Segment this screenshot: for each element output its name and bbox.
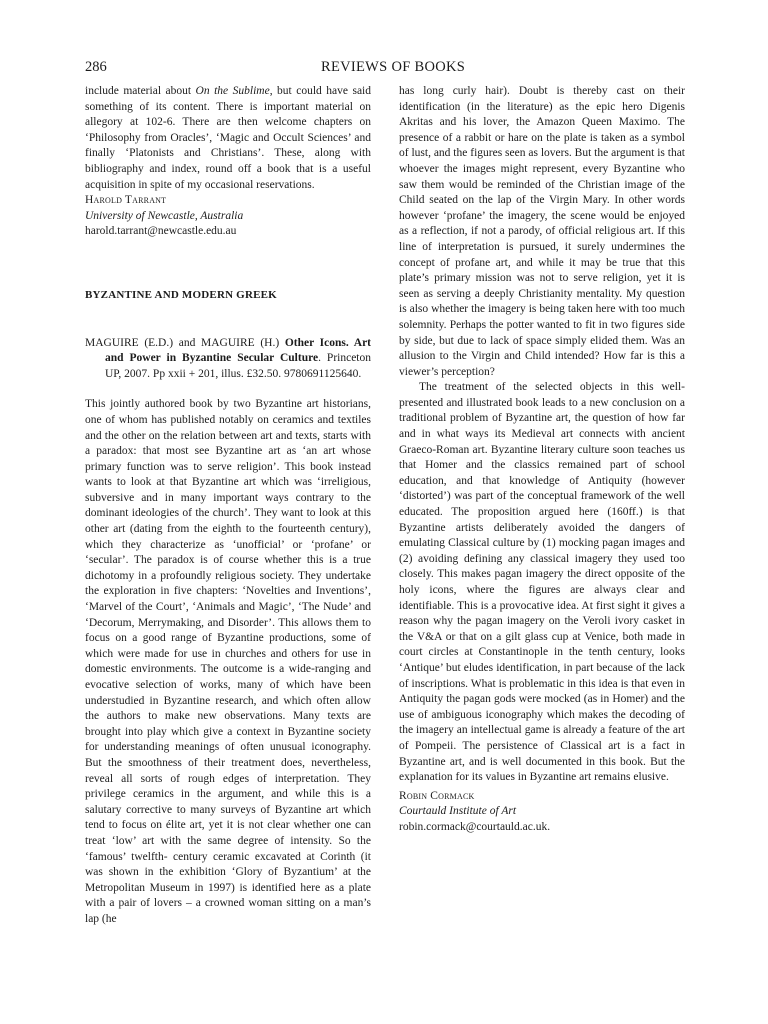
page-number: 286 xyxy=(85,59,107,75)
right-column xyxy=(399,84,685,836)
citation-authors: MAGUIRE (E.D.) and MAGUIRE (H.) xyxy=(85,336,285,349)
reviewer-name-text: Robin Cormack xyxy=(399,789,475,802)
section-heading: BYZANTINE AND MODERN GREEK xyxy=(85,288,277,301)
reviewer-name xyxy=(399,789,685,805)
continuation-paragraph xyxy=(85,84,371,193)
book-citation xyxy=(85,336,371,383)
book-title-reference: On the Sublime xyxy=(195,85,270,97)
reviewer-name xyxy=(85,193,371,209)
reviewer-email[interactable]: robin.cormack@courtauld.ac.uk. xyxy=(399,820,551,833)
left-column xyxy=(85,84,371,928)
citation-details: . Princeton UP, 2007. Pp xxii + 201, illus. £32.50. 9780691125640. xyxy=(105,352,372,380)
spacer xyxy=(85,240,371,288)
reviewer-affiliation: Courtauld Institute of Art xyxy=(399,805,517,818)
reviewer-name-text: Harold Tarrant xyxy=(85,194,167,207)
reviewer-email[interactable]: harold.tarrant@newcastle.edu.au xyxy=(85,225,237,238)
review-paragraph-2: The treatment of the selected objects in this well-presented and illustrated book leads to a new conclusion on a traditional problem of Byzantine art, the question of how far and in what ways its Medieval art connects with ancient Graeco-Roman art. Byzantine literary culture soon teaches us that Homer and the classics remained part of school education, and that knowledge of Antiquity (however ‘distorted’) was part of the conceptual framework of the well educated. The proposition argued here (160ff.) is that Byzantine artists deliberately avoided the dangers of emulating Classical culture by (1) mocking pagan images and (2) avoiding defining any classical imagery they used too closely. This makes pagan imagery the direct opposite of the holy icons, where the figures are always clear and identifiable. This is a provocative idea. At first sight it gives a reason why the pagan imagery on the Veroli ivory casket in the V&A or that on a gilt glass cup at Venice, both made in court circles at Constantinople in the tenth century, looks ‘Antique’ but eludes identification, in part because of the lack of inscriptions. What is problematic in this idea is that even in Antiquity the pagan gods were mocked (as in Homer) and the use of ambiguous iconography which makes the decoding of the imagery an intellectual game is already a feature of the art of Pompeii. The persistence of Classical art is a fact in Byzantine art, and is well documented in this book. But the explanation for its values in Byzantine art remains elusive. xyxy=(399,381,685,784)
page-header xyxy=(85,59,685,77)
review-paragraph-1: has long curly hair). Doubt is thereby cast on their identification (in the literature) as the epic hero Digenis Akritas and his lover, the Amazon Queen Maximo. The presence of a rabbit or hare on the plate is taken as a symbol of lust, and the figures seen as lovers. But the argument is that whoever the images might represent, every Byzantine who saw them would be reminded of the Christian image of the Child seated on the lap of the Virgin Mary. In other words however ‘profane’ the imagery, the scene would be enjoyed as a reflection, if not a parody, of official religious art. If this line of interpretation is pursued, it surely undermines the concept of profane art, and while it may be true that this plate’s primary mission was not to serve religion, yet it is seen as serving a deeply Christianity mentality. My question is also whether the imagery is being taken here with too much solemnity. Perhaps the potter wanted to fit in two figures side by side, but due to lack of space simply elided them. Was an allusion to the Virgin and Child intended? How far is this a viewer’s perception? xyxy=(399,85,685,378)
citation-title: Other Icons. Art and Power in Byzantine Secular Culture xyxy=(105,336,372,365)
continuation-text-a: include material about xyxy=(85,85,196,97)
spacer xyxy=(85,304,371,336)
spacer xyxy=(85,382,371,397)
review-body: This jointly authored book by two Byzantine art historians, one of whom has published notably on ceramics and textiles and the other on the relation between art and texts, starts with a paradox: that most see Byzantine art as ‘an art whose primary function was to serve religion’. This book instead wants to look at that Byzantine art which was ‘irreligious, subversive and in many important ways contrary to the dominant ideologies of the church’. They want to look at this other art (dating from the eighth to the fourteenth century), which they characterize as ‘unofficial’ or ‘profane’ or ‘secular’. The paradox is of course whether this is a true dichotomy in a profoundly religious society. They undertake the exploration in five chapters: ‘Novelties and Inventions’, ‘Marvel of the Court’, ‘Animals and Magic’, ‘The Nude’ and ‘Decorum, Merrymaking, and Disorder’. This allows them to focus on a good range of Byzantine productions, some of which were made for use in churches and others for use in domestic environments. The outcome is a wide-ranging and evocative selection of works, many of which have been understudied in Byzantine research, and which often allow the authors to make new observations. Many texts are brought into play which give a context in Byzantine society for understanding meanings of often unusual iconography. But the smoothness of their treatment does, nevertheless, reveal all sorts of rough edges of interpretation. They privilege ceramics in the argument, and while this is a salutary corrective to many surveys of Byzantine art which tend to focus on élite art, yet it is not clear whether one can treat ‘low’ art with the same degree of intensity. So the ‘famous’ twelfth- century ceramic excavated at Corinth (it was shown in the exhibition ‘Glory of Byzantium’ at the Metropolitan Museum in 1997) is identified here as a plate with a pair of lovers – a crowned woman sitting on a man’s lap (he xyxy=(85,398,371,925)
reviewer-affiliation: University of Newcastle, Australia xyxy=(85,209,244,222)
running-title: REVIEWS OF BOOKS xyxy=(321,59,466,75)
continuation-text-b: , but could have said something of its content. There is important material on allegory at 102-6. There are then welcome chapters on ‘Philosophy from Oracles’, ‘Magic and Occult Sciences’ and finally ‘Platonists and Christians’. These, along with bibliography and index, round off a book that is a useful acquisition in spite of my occasional reservations. xyxy=(85,85,371,191)
